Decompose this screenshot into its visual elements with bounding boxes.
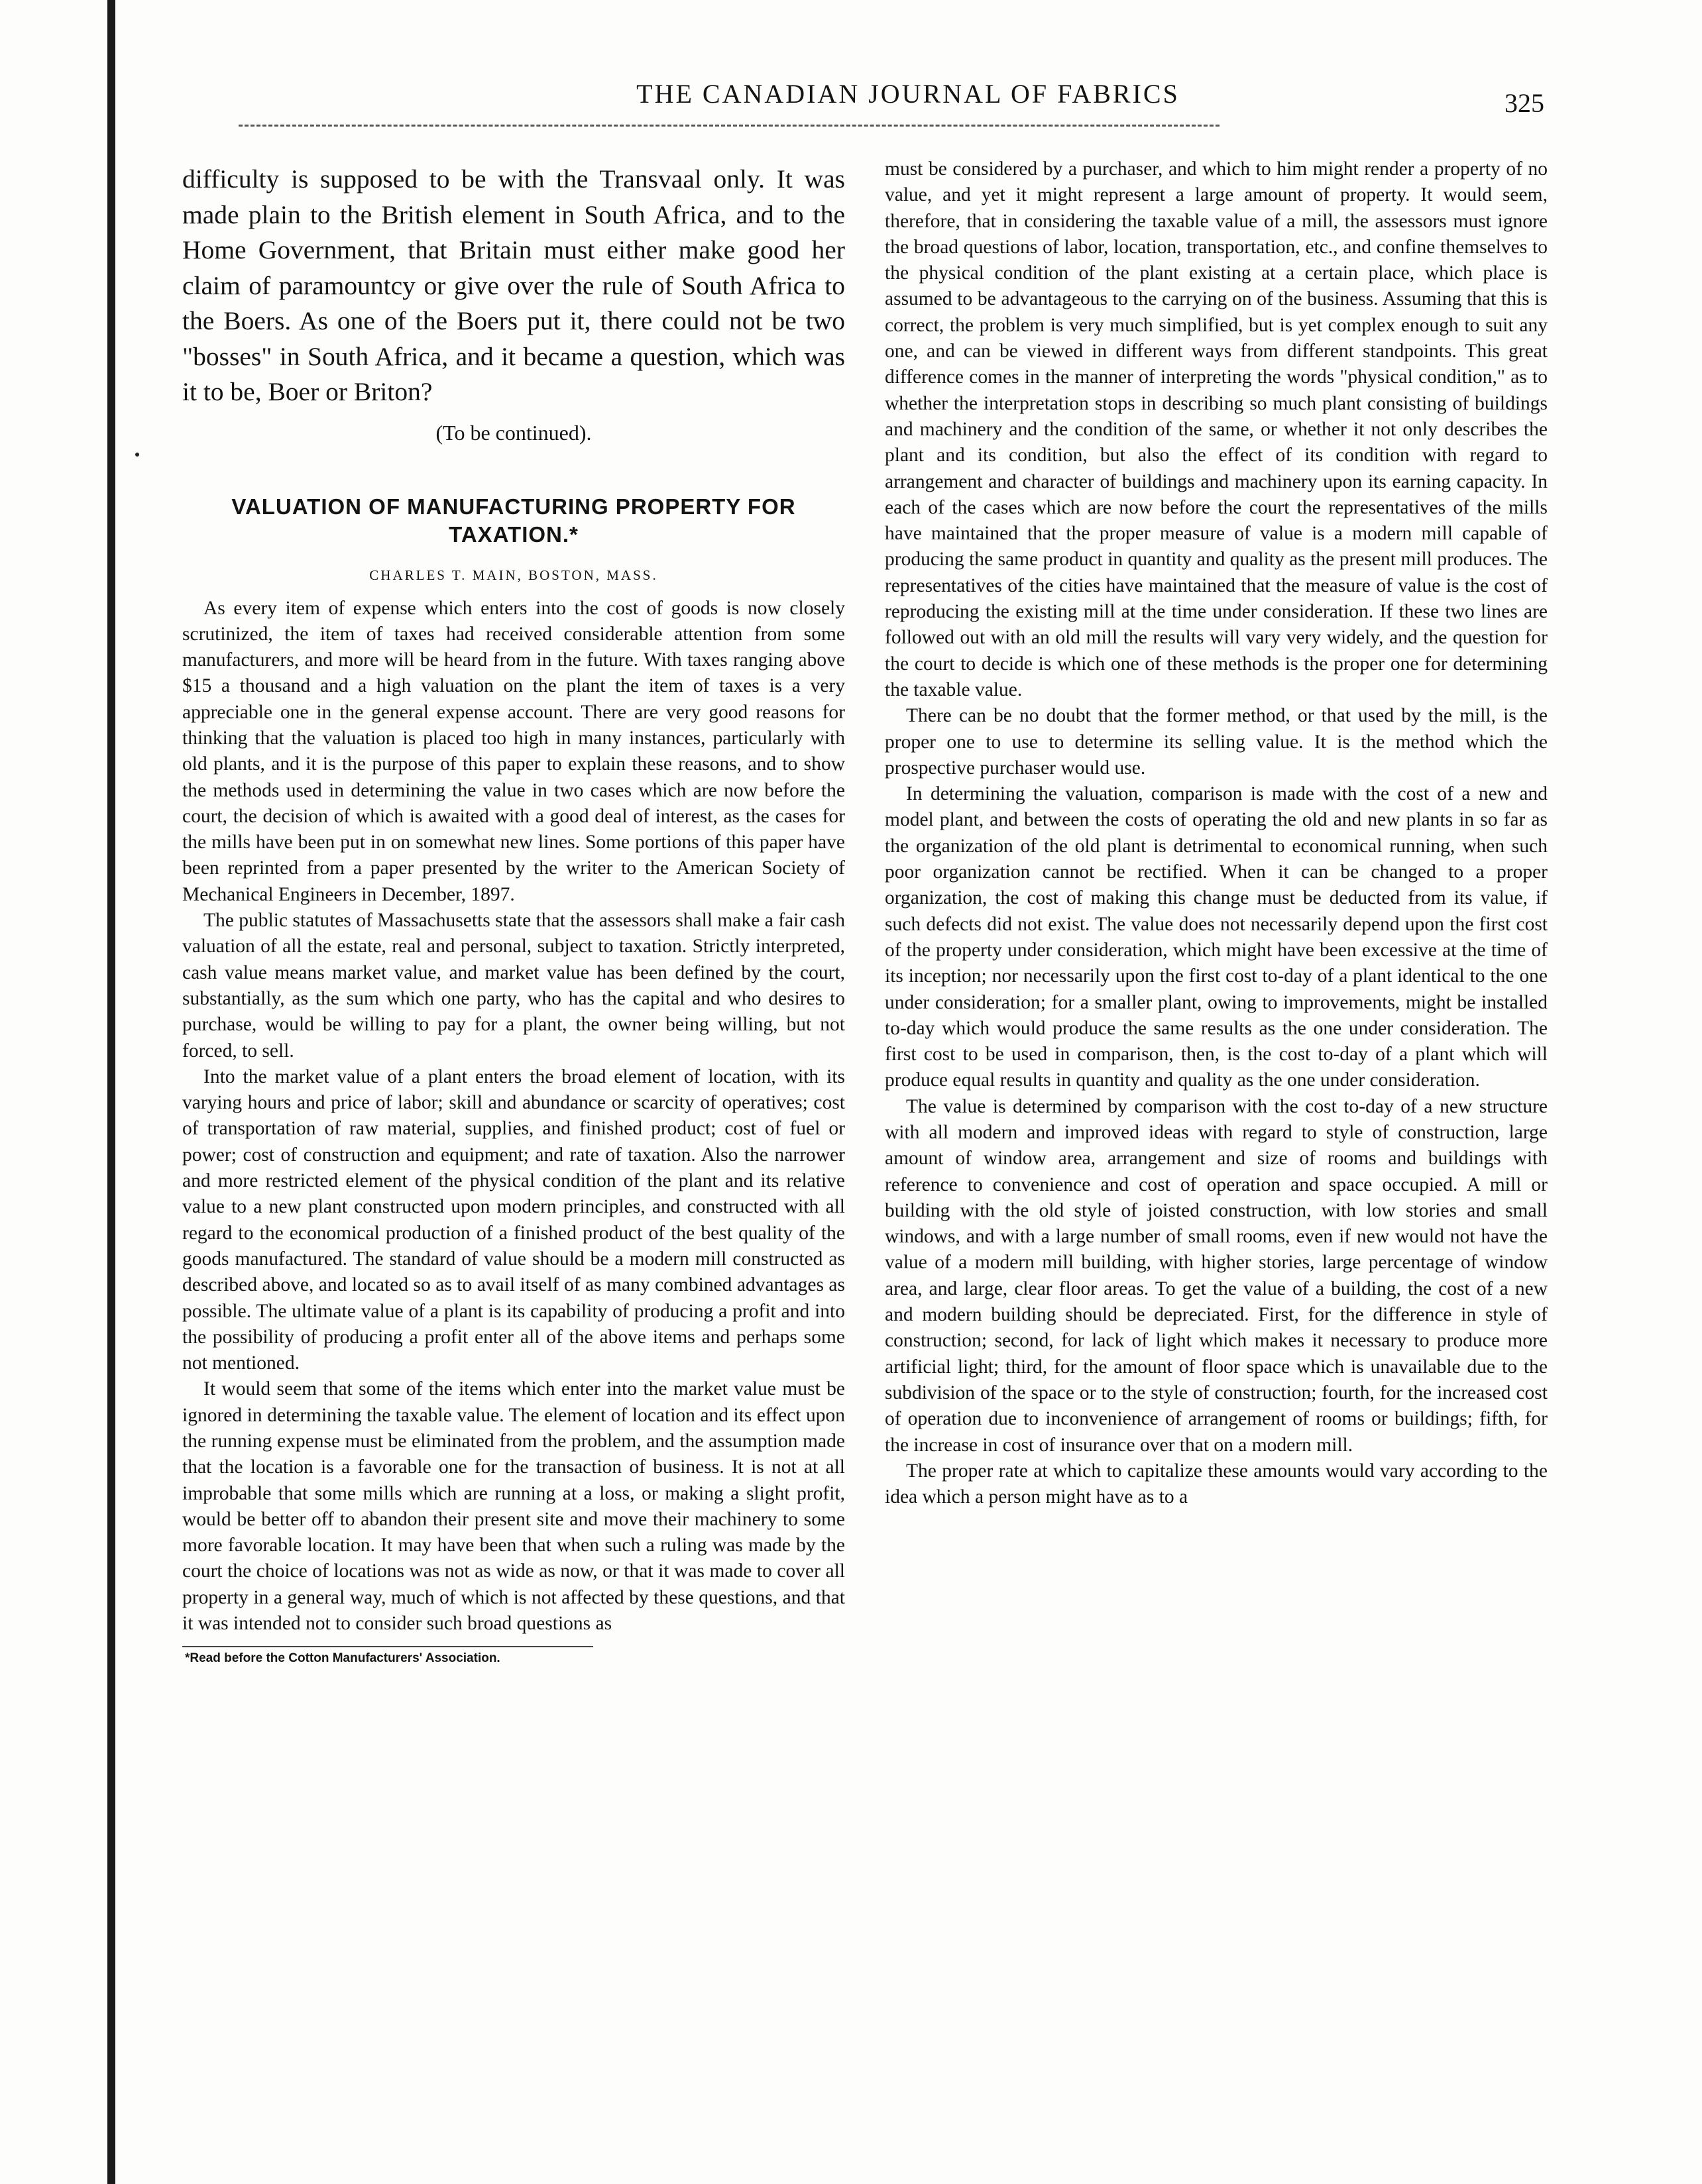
article-paragraph: In determining the valuation, comparison is made with the cost of a new and model plant, and between the costs of operating the old and new plants in so far as the organization of the old plant is detrimental to economical running, when such poor organization cannot be rectified. When it can be changed to a proper organization, the cost of making this change must be deducted from its value, if such defects did not exist. The value does not necessarily depend upon the first cost of the property under consideration, which might have been excessive at the time of its inception; nor necessarily upon the first cost to-day of a plant identical to the one under consideration; for a smaller plant, owing to improvements, might be installed to-day which would produce the same results as the one under consideration. The first cost to be used in comparison, then, is the cost to-day of a plant which will produce equal results in quantity and quality as the one under consideration. [885,783,1548,1091]
right-column [885,156,1548,1510]
article-paragraph: It would seem that some of the items which enter into the market value must be ignored in determining the taxable value. The element of location and its effect upon the running expense must be eliminated from the problem, and the assumption made that the location is a favorable one for the transaction of business. It is not at all improbable that some mills which are running at a loss, or making a slight profit, would be better off to abandon their present site and move their machinery to some more favorable location. It may have been that when such a ruling was made by the court the choice of locations was not as wide as now, or that it was made to cover all property in a general way, much of which is not affected by these questions, and that it was intended not to consider such broad questions as [182,1378,845,1635]
continued-article-text: difficulty is supposed to be with the Transvaal only. It was made plain to the British element in South Africa, and to the Home Government, that Britain must either make good her claim of paramountcy or give over the rule of South Africa to the Boers. As one of the Boers put it, there could not be two "bosses" in South Africa, and it became a question, which was it to be, Boer or Briton? [182,164,845,406]
left-column [182,162,845,1666]
article-paragraph: The value is determined by comparison with the cost to-day of a new structure with all modern and improved ideas with regard to style of construction, large amount of window area, arrangement and size of rooms and buildings with reference to convenience and cost of operation and space occupied. A mill or building with the old style of joisted construction, with low stories and small windows, and with a large number of small rooms, even if new would not have the value of a modern mill building, with higher stories, large percentage of window area, and large, clear floor areas. To get the value of a building, the cost of a new and modern building should be depreciated. First, for the difference in style of construction; second, for lack of light which makes it necessary to produce more artificial light; third, for the amount of floor space which is unavailable due to the subdivision of the space or to the style of construction; fourth, for the increased cost of operation due to inconvenience of arrangement of rooms or buildings; fifth, for the increase in cost of insurance over that on a modern mill. [885,1095,1548,1456]
margin-mark [135,453,139,457]
running-title: THE CANADIAN JOURNAL OF FABRICS [636,79,1180,109]
header-rule [239,125,1220,127]
page-binding-edge [107,0,115,2184]
article-paragraph: must be considered by a purchaser, and which to him might render a property of no value, and yet it might represent a large amount of property. It would seem, therefore, that in considering the taxable value of a mill, the assessors must ignore the broad questions of labor, location, transportation, etc., and confine themselves to the physical condition of the plant existing at a certain place, which place is assumed to be advantageous to the carrying on of the business. Assuming that this is correct, the problem is very much simplified, but is yet complex enough to suit any one, and can be viewed in different ways from different standpoints. This great difference comes in the manner of interpreting the words "physical condition," as to whether the interpretation stops in describing so much plant consisting of buildings and machinery and the condition of the same, or whether it not only describes the plant and its condition, but also the effect of its condition with regard to arrangement and character of buildings and machinery upon its earning capacity. In each of the cases which are now before the court the representatives of the mills have maintained that the proper measure of value is a modern mill capable of producing the same product in quantity and quality as the present mill produces. The representatives of the cities have maintained that the measure of value is the cost of reproducing the existing mill at the time under consideration. If these two lines are followed out with an old mill the results will vary very widely, and the question for the court to decide is which one of these methods is the proper one for determining the taxable value. [885,158,1548,700]
author-byline: CHARLES T. MAIN, BOSTON, MASS. [369,567,658,583]
article-paragraph: The public statutes of Massachusetts state that the assessors shall make a fair cash valuation of all the estate, real and personal, subject to taxation. Strictly interpreted, cash value means market value, and market value has been defined by the court, substantially, as the sum which one party, who has the capital and who desires to purchase, would be willing to pay for a plant, the owner being willing, but not forced, to sell. [182,910,845,1062]
article-paragraph: As every item of expense which enters into the cost of goods is now closely scrutinized, the item of taxes had received considerable attention from some manufacturers, and more will be heard from in the future. With taxes ranging above $15 a thousand and a high valuation on the plant the item of taxes is a very appreciable one in the general expense account. There are very good reasons for thinking that the valuation is placed too high in many instances, particularly with old plants, and it is the purpose of this paper to explain these reasons, and to show the methods used in determining the value in two cases which are now before the court, the decision of which is awaited with a good deal of interest, as the cases for the mills have been put in on somewhat new lines. Some portions of this paper have been reprinted from a paper presented by the writer to the American Society of Mechanical Engineers in December, 1897. [182,597,845,905]
footnote: *Read before the Cotton Manufacturers' Association. [185,1651,500,1666]
article-paragraph: Into the market value of a plant enters the broad element of location, with its varying hours and price of labor; skill and abundance or scarcity of operatives; cost of transportation of raw material, supplies, and finished product; cost of fuel or power; cost of construction and equipment; and rate of taxation. Also the narrower and more restricted element of the physical condition of the plant and its relative value to a new plant constructed upon modern principles, and constructed with all regard to the economical production of a finished product of the best quality of the goods manufactured. The standard of value should be a modern mill constructed as described above, and located so as to avail itself of as many combined advantages as possible. The ultimate value of a plant is its capability of producing a profit and into the possibility of producing a profit enter all of the above items and perhaps some not mentioned. [182,1065,845,1374]
footnote-rule [182,1646,593,1647]
page-number: 325 [1504,88,1544,118]
article-paragraph: There can be no doubt that the former method, or that used by the mill, is the proper one to use to determine its selling value. It is the method which the prospective purchaser would use. [885,705,1548,779]
article-paragraph: The proper rate at which to capitalize these amounts would vary according to the idea which a person might have as to a [885,1460,1548,1508]
continued-note: (To be continued). [435,420,592,445]
article-title: VALUATION OF MANUFACTURING PROPERTY FOR TAXATION.* [231,494,796,547]
